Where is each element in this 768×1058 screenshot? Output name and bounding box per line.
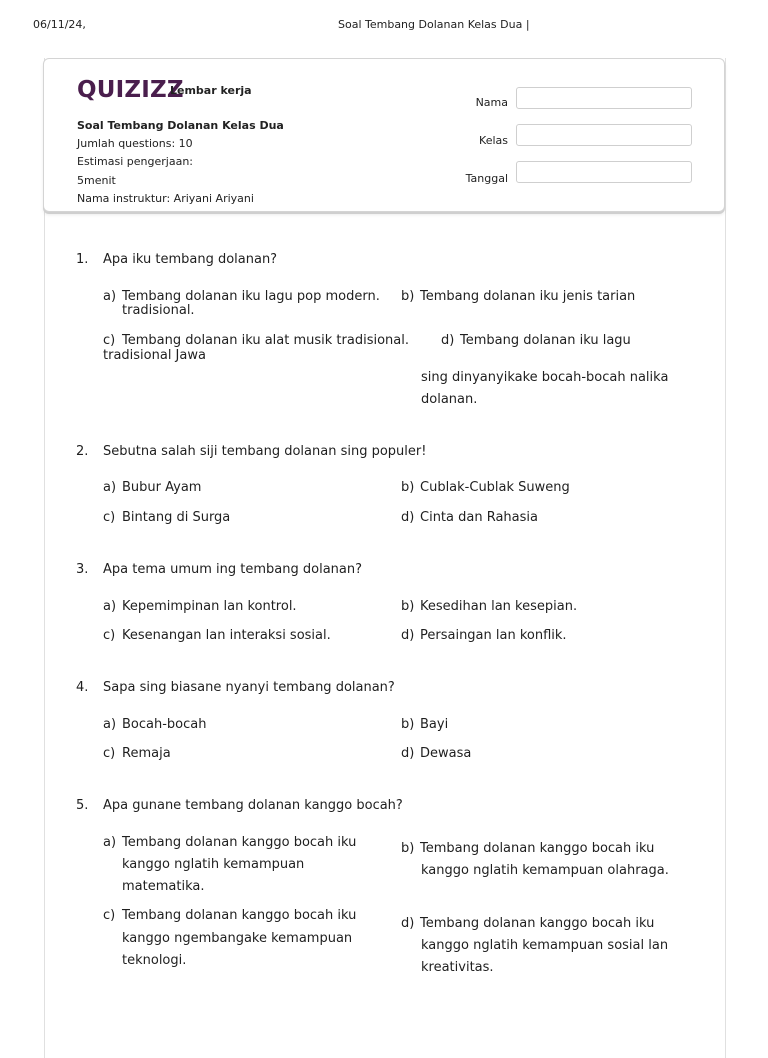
option-letter: b) <box>401 599 415 614</box>
option-letter: b) <box>401 841 415 856</box>
option-letter: c) <box>103 628 116 643</box>
option-letter: a) <box>103 599 117 614</box>
question-number: 2. <box>76 444 89 459</box>
option-letter: c) <box>103 908 116 923</box>
worksheet-header <box>43 58 725 212</box>
option-letter: d) <box>401 916 415 931</box>
option-letter: a) <box>103 480 117 495</box>
option-text: Bayi <box>420 717 449 732</box>
option-text: Tembang dolanan kanggo bocah iku <box>122 835 357 850</box>
option-letter: c) <box>103 333 116 348</box>
question-text: Apa gunane tembang dolanan kanggo bocah? <box>103 798 403 813</box>
option-letter: a) <box>103 717 117 732</box>
class-field[interactable] <box>516 124 692 146</box>
questions-count: Jumlah questions: 10 <box>77 137 193 150</box>
option-text: Tembang dolanan iku lagu <box>460 333 631 348</box>
option-letter: c) <box>103 510 116 525</box>
question-number: 4. <box>76 680 89 695</box>
option-text: Kesenangan lan interaksi sosial. <box>122 628 331 643</box>
option-letter: d) <box>401 510 415 525</box>
option-text: Remaja <box>122 746 171 761</box>
option-letter: b) <box>401 717 415 732</box>
date-label: Tanggal <box>465 172 508 185</box>
name-field[interactable] <box>516 87 692 109</box>
option-text: Kepemimpinan lan kontrol. <box>122 599 297 614</box>
option-letter: b) <box>401 289 415 304</box>
quizizz-logo: QUIZIZZ <box>77 77 184 103</box>
option-letter: a) <box>103 289 117 304</box>
option-text: Tembang dolanan iku jenis tarian <box>420 289 636 304</box>
class-label: Kelas <box>479 134 508 147</box>
name-label: Nama <box>475 96 508 109</box>
question-text: Apa iku tembang dolanan? <box>103 252 278 267</box>
question-number: 1. <box>76 252 89 267</box>
instructor-name: Nama instruktur: Ariyani Ariyani <box>77 192 254 205</box>
option-text: Tembang dolanan iku lagu pop modern. <box>122 289 380 304</box>
option-text: Bubur Ayam <box>122 480 202 495</box>
question-text: Apa tema umum ing tembang dolanan? <box>103 562 363 577</box>
option-1d-continuation-1: sing dinyanyikake bocah-bocah nalika <box>421 370 669 385</box>
print-title: Soal Tembang Dolanan Kelas Dua | <box>338 18 530 31</box>
option-text: Bintang di Surga <box>122 510 231 525</box>
option-text: Tembang dolanan iku alat musik tradisional. <box>122 333 409 348</box>
estimate-value: 5menit <box>77 174 116 187</box>
option-5a-continuation-2: matematika. <box>122 879 205 894</box>
option-letter: a) <box>103 835 117 850</box>
option-text: Tembang dolanan kanggo bocah iku <box>420 841 655 856</box>
option-text: Bocah-bocah <box>122 717 207 732</box>
option-letter: d) <box>401 746 415 761</box>
option-1a-continuation: tradisional. <box>122 303 195 318</box>
worksheet-title: Soal Tembang Dolanan Kelas Dua <box>77 119 284 132</box>
option-letter: b) <box>401 480 415 495</box>
option-5d-continuation-2: kreativitas. <box>421 960 494 975</box>
question-text: Sebutna salah siji tembang dolanan sing populer! <box>103 444 427 459</box>
question-text: Sapa sing biasane nyanyi tembang dolanan? <box>103 680 395 695</box>
estimate-label: Estimasi pengerjaan: <box>77 155 193 168</box>
worksheet-label: Lembar kerja <box>170 84 252 97</box>
date-field[interactable] <box>516 161 692 183</box>
option-text: Cublak-Cublak Suweng <box>420 480 570 495</box>
option-text: Tembang dolanan kanggo bocah iku <box>122 908 357 923</box>
option-text: Tembang dolanan kanggo bocah iku <box>420 916 655 931</box>
option-letter: c) <box>103 746 116 761</box>
option-text: Persaingan lan konflik. <box>420 628 567 643</box>
option-5b-continuation-1: kanggo nglatih kemampuan olahraga. <box>421 863 669 878</box>
option-text: Cinta dan Rahasia <box>420 510 538 525</box>
question-number: 3. <box>76 562 89 577</box>
option-text: Dewasa <box>420 746 472 761</box>
option-1d-continuation-2: dolanan. <box>421 392 478 407</box>
option-5d-continuation-1: kanggo nglatih kemampuan sosial lan <box>421 938 669 953</box>
option-5c-continuation-2: teknologi. <box>122 953 187 968</box>
option-5a-continuation-1: kanggo nglatih kemampuan <box>122 857 305 872</box>
option-letter: d) <box>401 628 415 643</box>
question-number: 5. <box>76 798 89 813</box>
option-5c-continuation-1: kanggo ngembangake kemampuan <box>122 931 353 946</box>
option-text: Kesedihan lan kesepian. <box>420 599 578 614</box>
option-1c-continuation: tradisional Jawa <box>103 348 206 363</box>
print-date: 06/11/24, <box>33 18 86 31</box>
option-letter: d) <box>441 333 455 348</box>
